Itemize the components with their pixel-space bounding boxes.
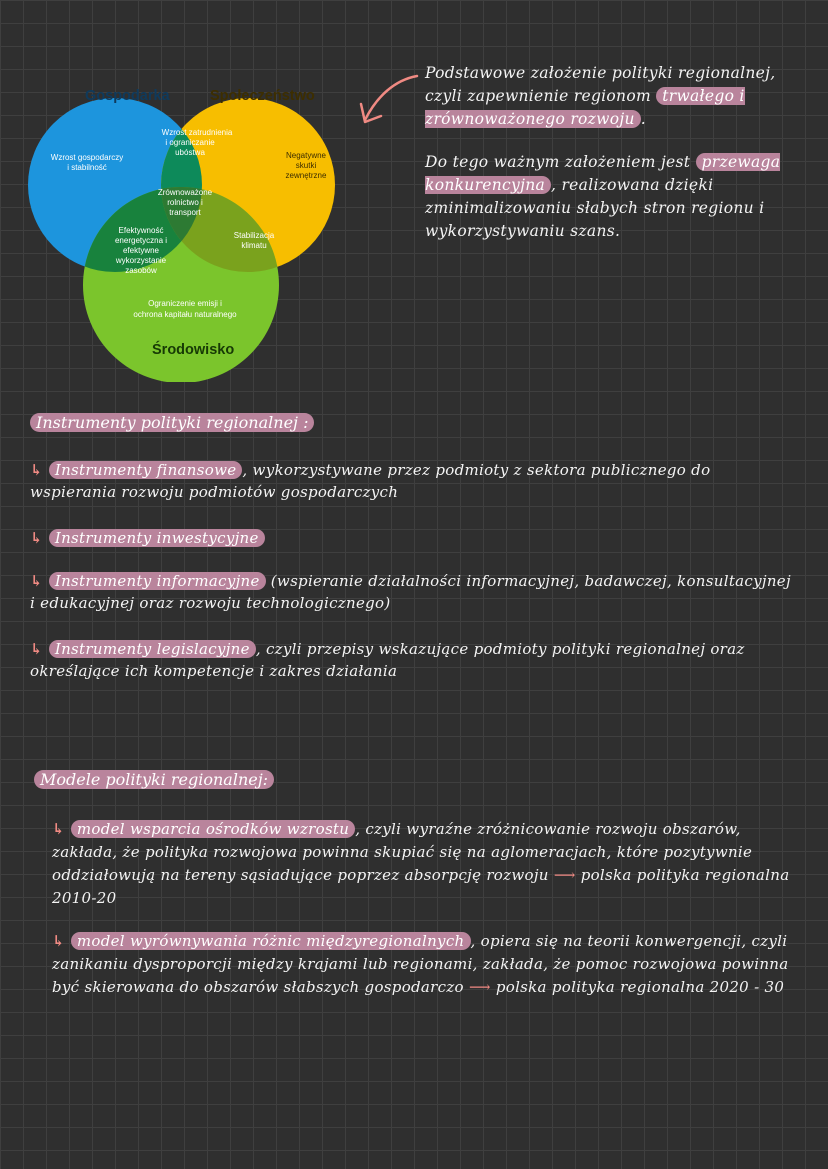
model-2-highlight: model wyrównywania różnic międzyregionalnych bbox=[71, 932, 471, 950]
instrument-item-4 bbox=[30, 638, 800, 682]
model-item-2 bbox=[52, 930, 802, 999]
g-only-1: Wzrost gospodarczy bbox=[50, 153, 124, 162]
instrument-1-text: , wykorzystywane przez podmioty z sektora publicznego do wspierania rozwoju podmiotów gospodarczych bbox=[30, 461, 711, 501]
instrument-3-text: (wspieranie działalności informacyjnej, badawczej, konsultacyjnej i edukacyjnej oraz rozwoju technologicznego) bbox=[30, 572, 791, 612]
ge-2: energetyczna i bbox=[114, 236, 168, 245]
right-arrow-icon: ⟶ bbox=[468, 978, 491, 996]
instrument-1-highlight: Instrumenty finansowe bbox=[49, 461, 243, 479]
hook-arrow-icon: ↳ bbox=[30, 640, 43, 658]
label-spoleczenstwo: Społeczeństwo bbox=[210, 88, 315, 104]
right-arrow-icon: ⟶ bbox=[553, 866, 576, 884]
hook-arrow-icon: ↳ bbox=[52, 932, 65, 950]
instrument-item-2 bbox=[30, 527, 800, 549]
g-only-2: i stabilność bbox=[67, 163, 107, 172]
model-item-1 bbox=[52, 818, 802, 910]
instrument-item-3 bbox=[30, 570, 800, 614]
instrument-item-1 bbox=[30, 459, 800, 503]
label-srodowisko: Środowisko bbox=[152, 342, 235, 358]
instrument-4-text: , czyli przepisy wskazujące podmioty polityki regionalnej oraz określające ich kompetencje i zakres działania bbox=[30, 640, 745, 680]
gs-2: i ograniczanie bbox=[165, 138, 215, 147]
intro-text-1b: . bbox=[640, 110, 646, 128]
pointer-arrow-icon bbox=[355, 68, 425, 128]
hook-arrow-icon: ↳ bbox=[30, 529, 43, 547]
e-only-1: Ograniczenie emisji i bbox=[148, 299, 222, 308]
s-only-2: skutki bbox=[295, 161, 317, 170]
intro-paragraph-1 bbox=[425, 62, 795, 131]
intro-paragraph-2 bbox=[425, 151, 795, 243]
model-1-tail: polska polityka regionalna 2010-20 bbox=[52, 866, 790, 907]
label-gospodarka: Gospodarka bbox=[85, 88, 170, 104]
instrumenty-heading bbox=[30, 413, 314, 432]
model-1-highlight: model wsparcia ośrodków wzrostu bbox=[71, 820, 355, 838]
model-2-text: , opiera się na teorii konwergencji, czyli zanikaniu dysproporcji między krajami lub regionami, zakłada, że pomoc rozwojowa powinna być skierowana do obszarów słabszych gospodarczo bbox=[52, 932, 789, 996]
intro-text-1a: Podstawowe założenie polityki regionalnej, czyli zapewnienie regionom bbox=[425, 64, 776, 105]
s-only-1: Negatywne bbox=[285, 151, 327, 160]
hook-arrow-icon: ↳ bbox=[30, 461, 43, 479]
ge-5: zasobów bbox=[125, 266, 157, 275]
ge-3: efektywne bbox=[122, 246, 160, 255]
hook-arrow-icon: ↳ bbox=[30, 572, 43, 590]
se-1: Stabilizacja bbox=[233, 231, 275, 240]
hook-arrow-icon: ↳ bbox=[52, 820, 65, 838]
intro-highlight-1: trwałego i zrównoważonego rozwoju bbox=[425, 87, 745, 128]
intro-highlight-2: przewaga konkurencyjna bbox=[425, 153, 781, 194]
instrument-3-highlight: Instrumenty informacyjne bbox=[49, 572, 266, 590]
e-only-2: ochrona kapitału naturalnego bbox=[133, 310, 237, 319]
center-2: rolnictwo i bbox=[167, 198, 203, 207]
venn-diagram bbox=[25, 62, 365, 382]
intro-text bbox=[425, 62, 795, 263]
ge-4: wykorzystanie bbox=[115, 256, 167, 265]
se-2: klimatu bbox=[241, 241, 267, 250]
instrumenty-heading-text: Instrumenty polityki regionalnej : bbox=[30, 413, 314, 432]
model-1-text: , czyli wyraźne zróżnicowanie rozwoju obszarów, zakłada, że polityka rozwojowa powinna skupiać się na aglomeracjach, które pozytywnie oddziałowują na tereny sąsiadujące poprzez absorpcję rozwoju bbox=[52, 820, 753, 884]
intro-text-2b: , realizowana dzięki zminimalizowaniu słabych stron regionu i wykorzystywaniu szans. bbox=[425, 176, 765, 240]
ge-1: Efektywność bbox=[118, 226, 164, 235]
instrument-2-highlight: Instrumenty inwestycyjne bbox=[49, 529, 265, 547]
model-2-tail: polska polityka regionalna 2020 - 30 bbox=[495, 978, 785, 996]
center-3: transport bbox=[169, 208, 201, 217]
center-1: Zrównoważone bbox=[157, 188, 213, 197]
gs-3: ubóstwa bbox=[175, 148, 205, 157]
instrument-4-highlight: Instrumenty legislacyjne bbox=[49, 640, 256, 658]
intro-text-2a: Do tego ważnym założeniem jest bbox=[425, 153, 696, 171]
s-only-3: zewnętrzne bbox=[285, 171, 327, 180]
modele-heading bbox=[34, 770, 274, 789]
modele-heading-text: Modele polityki regionalnej: bbox=[34, 770, 274, 789]
gs-1: Wzrost zatrudnienia bbox=[161, 128, 233, 137]
